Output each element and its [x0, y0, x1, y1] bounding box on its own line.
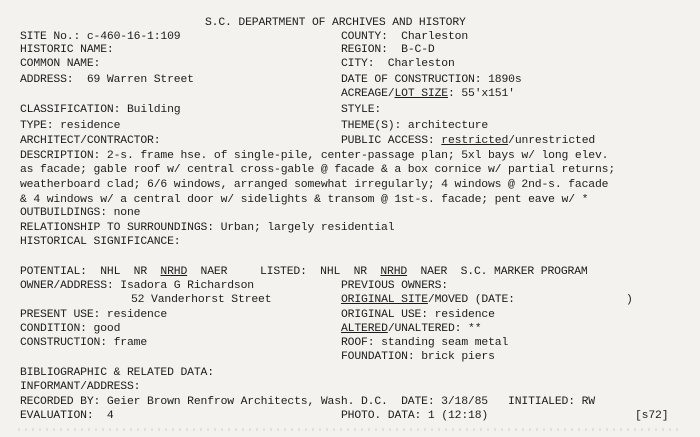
roof: ROOF: standing seam metal	[341, 337, 509, 349]
bibliographic: BIBLIOGRAPHIC & RELATED DATA:	[20, 367, 214, 379]
present-use: PRESENT USE: residence	[20, 309, 168, 321]
public-access-label: PUBLIC ACCESS:	[341, 135, 442, 147]
potential-nrhd: NRHD	[160, 266, 188, 278]
acreage-value: : 55'x151'	[447, 88, 515, 100]
public-access	[341, 135, 595, 148]
public-access-selected: restricted	[441, 135, 509, 147]
themes: THEME(S): architecture	[341, 120, 489, 132]
style: STYLE:	[341, 104, 382, 116]
moved-close: )	[626, 294, 633, 306]
county: COUNTY: Charleston	[341, 31, 469, 43]
evaluation: EVALUATION: 4	[20, 410, 114, 422]
photo-data: PHOTO. DATA: 1 (12:18)	[341, 410, 489, 422]
listed	[260, 266, 588, 279]
construction: CONSTRUCTION: frame	[20, 337, 148, 349]
original-site-label: ORIGINAL SITE	[341, 294, 428, 306]
recorded-by: RECORDED BY: Geier Brown Renfrow Architects, Wash. D.C. DATE: 3/18/85 INITIALED: RW	[20, 396, 595, 408]
common-name: COMMON NAME:	[20, 58, 101, 70]
owner-address: 52 Vanderhorst Street	[131, 294, 272, 306]
listed-nrhd: NRHD	[380, 266, 408, 278]
potential-rest: NAER	[187, 266, 228, 278]
owner: OWNER/ADDRESS: Isadora G Richardson	[20, 280, 254, 292]
lot-size-label: LOT SIZE	[394, 88, 448, 100]
acreage-label: ACREAGE/	[341, 88, 395, 100]
foundation: FOUNDATION: brick piers	[341, 351, 495, 363]
description-line-2: as facade; gable roof w/ central cross-gable @ facade & a box cornice w/ partial returns;	[20, 164, 616, 176]
acreage	[341, 88, 515, 101]
potential	[20, 266, 227, 279]
type: TYPE: residence	[20, 120, 121, 132]
classification: CLASSIFICATION: Building	[20, 104, 181, 116]
informant: INFORMANT/ADDRESS:	[20, 381, 141, 393]
potential-label: POTENTIAL: NHL NR	[20, 266, 161, 278]
listed-label: LISTED: NHL NR	[260, 266, 381, 278]
date-of-construction: DATE OF CONSTRUCTION: 1890s	[341, 74, 522, 86]
address: ADDRESS: 69 Warren Street	[20, 74, 194, 86]
description-line-4: & 4 windows w/ a central door w/ sidelights & transom @ 1st-s. facade; pent eave w/ *	[20, 194, 589, 206]
public-access-rest: /unrestricted	[508, 135, 596, 147]
moved-label: /MOVED (DATE:	[427, 294, 515, 306]
description-line-1: DESCRIPTION: 2-s. frame hse. of single-pile, center-passage plan; 5xl bays w/ long elev.	[20, 150, 609, 162]
original-site	[341, 294, 515, 307]
altered	[341, 323, 481, 336]
listed-rest: NAER S.C. MARKER PROGRAM	[407, 266, 588, 278]
relationship: RELATIONSHIP TO SURROUNDINGS: Urban; largely residential	[20, 222, 395, 234]
card-code: [s72]	[635, 410, 669, 422]
card-header: S.C. DEPARTMENT OF ARCHIVES AND HISTORY	[205, 17, 466, 29]
outbuildings: OUTBUILDINGS: none	[20, 207, 141, 219]
scan-noise	[18, 428, 678, 431]
architect: ARCHITECT/CONTRACTOR:	[20, 135, 161, 147]
altered-label: ALTERED	[341, 323, 388, 335]
condition: CONDITION: good	[20, 323, 121, 335]
historic-name: HISTORIC NAME:	[20, 44, 114, 56]
city: CITY: Charleston	[341, 58, 455, 70]
historical-significance: HISTORICAL SIGNIFICANCE:	[20, 236, 181, 248]
region: REGION: B-C-D	[341, 44, 435, 56]
unaltered-label: /UNALTERED: **	[387, 323, 482, 335]
description-line-3: weatherboard clad; 6/6 windows, arranged somewhat irregularly; 4 windows @ 2nd-s. facade	[20, 179, 609, 191]
site-number: SITE No.: c-460-16-1:109	[20, 31, 181, 43]
original-use: ORIGINAL USE: residence	[341, 309, 495, 321]
previous-owners: PREVIOUS OWNERS:	[341, 280, 448, 292]
